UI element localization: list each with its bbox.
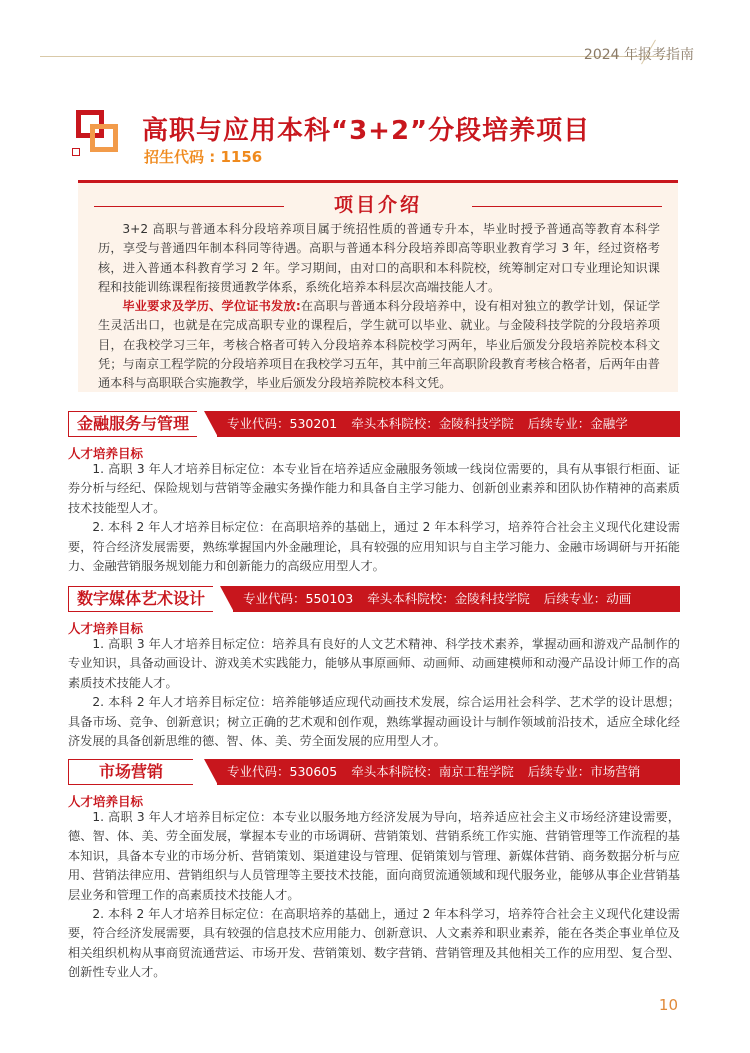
major-follow: 后续专业：动画 — [543, 591, 632, 606]
major-bar-wedge — [204, 411, 218, 437]
goal-body — [68, 635, 680, 751]
header-rule — [40, 56, 670, 57]
major-name: 金融服务与管理 — [68, 411, 197, 437]
goal-heading: 人才培养目标 — [68, 794, 144, 809]
major-follow: 后续专业：金融学 — [527, 416, 628, 431]
enroll-code: 招生代码 : 1156 — [144, 148, 263, 166]
major-bar-wedge — [204, 759, 218, 785]
major-bar-finance — [68, 411, 680, 437]
major-bar-marketing — [68, 759, 680, 785]
page-number: 10 — [658, 996, 678, 1014]
major-code: 专业代码：550103 — [243, 591, 354, 606]
major-info — [217, 759, 680, 785]
major-name: 市场营销 — [68, 759, 193, 785]
major-school: 牵头本科院校：南京工程学院 — [351, 764, 514, 779]
intro-paragraph-2 — [98, 297, 660, 393]
intro-body — [98, 220, 660, 394]
major-school: 牵头本科院校：金陵科技学院 — [367, 591, 530, 606]
title-logo-icon — [76, 110, 120, 154]
goal-body — [68, 808, 680, 983]
goal-paragraph-1: 1. 高职 3 年人才培养目标定位：培养具有良好的人文艺术精神、科学技术素养，掌握动画和游戏产品制作的专业知识，具备动画设计、游戏美术实践能力，能够从事原画师、动画师、动画建模师和动漫产品设计师工作的高素质技术技能人才。 — [68, 637, 680, 690]
major-code: 专业代码：530605 — [227, 764, 338, 779]
goal-paragraph-1: 1. 高职 3 年人才培养目标定位：本专业以服务地方经济发展为导向，培养适应社会主义市场经济建设需要，德、智、体、美、劳全面发展，掌握本专业的市场调研、营销策划、营销系统工作实施、营销管理等工作流程的基本知识，具备本专业的市场分析、营销策划、渠道建设与管理、促销策划与管理、新媒体营销、商务数据分析与应用、营销法律应用、营销组织与人员管理等主要技术技能，面向商贸流通领域和现代服务业，能够从事企业营销基层业务和管理工作的高素质技术技能人才。 — [68, 810, 680, 902]
header-title: 2024 年报考指南 — [583, 47, 694, 63]
major-bar-wedge — [220, 586, 234, 612]
goal-paragraph-2: 2. 本科 2 年人才培养目标定位：培养能够适应现代动画技术发展，综合运用社会科学、艺术学的设计思想；具备市场、竞争、创新意识；树立正确的艺术观和创作观，熟练掌握动画设计与制作领域前沿技术，适应全球化经济发展的具备创新思维的德、智、体、美、劳全面发展的应用型人才。 — [68, 695, 680, 749]
intro-topbar — [78, 180, 678, 183]
goal-body — [68, 460, 680, 576]
major-follow: 后续专业：市场营销 — [527, 764, 641, 779]
goal-paragraph-2: 2. 本科 2 年人才培养目标定位：在高职培养的基础上，通过 2 年本科学习，培养符合社会主义现代化建设需要，符合经济发展需要，具有较强的信息技术应用能力、创新意识、人文素养和职业素养，能在各类企事业单位及相关组织机构从事商贸流通营运、市场开发、营销策划、数字营销、营销管理及其他相关工作的应用型、复合型、创新性专业人才。 — [68, 907, 680, 980]
goal-heading: 人才培养目标 — [68, 621, 144, 636]
intro-title: 项目介绍 — [333, 194, 422, 216]
major-info — [233, 586, 680, 612]
goal-heading: 人才培养目标 — [68, 446, 144, 461]
intro-p2-text: 在高职与普通本科分段培养中，设有相对独立的教学计划，保证学生灵活出口，也就是在完成高职专业的课程后，学生就可以毕业、就业。与金陵科技学院的分段培养项目，在我校学习三年，考核合格者可转入分段培养本科院校学习两年，毕业后颁发分段培养院校本科文凭；与南京工程学院的分段培养项目在我校学习五年，其中前三年高职阶段教育考核合格者，后两年由普通本科与高职联合实施教学，毕业后颁发分段培养院校本科文凭。 — [98, 299, 661, 391]
major-info — [217, 411, 680, 437]
intro-p2-label: 毕业要求及学历、学位证书发放: — [122, 299, 301, 314]
intro-paragraph-1: 3+2 高职与普通本科分段培养项目属于统招性质的普通专升本，毕业时授予普通高等教育本科学历，享受与普通四年制本科同等待遇。高职与普通本科分段培养即高等职业教育学习 3 年，经过资格考核，进入普通本科教育学习 2 年。学习期间，由对口的高职和本科院校，统筹制定对口专业理论知识课程和技能训练课程衔接贯通教学体系，系统化培养本科层次高端技能人才。 — [98, 222, 660, 294]
major-bar-digital-media — [68, 586, 680, 612]
major-school: 牵头本科院校：金陵科技学院 — [351, 416, 514, 431]
goal-paragraph-1: 1. 高职 3 年人才培养目标定位：本专业旨在培养适应金融服务领域一线岗位需要的，具有从事银行柜面、证券分析与经纪、保险规划与营销等金融实务操作能力和具备自主学习能力、创新创业素养和团队协作精神的高素质技术技能型人才。 — [68, 462, 680, 515]
goal-paragraph-2: 2. 本科 2 年人才培养目标定位：在高职培养的基础上，通过 2 年本科学习，培养符合社会主义现代化建设需要，符合经济发展需要，熟练掌握国内外金融理论，具有较强的应用知识与自主学习能力、金融市场调研与开拓能力、金融营销服务规划能力和创新能力的高级应用型人才。 — [68, 520, 680, 574]
page-title: 高职与应用本科“3+2”分段培养项目 — [142, 116, 591, 146]
intro-section — [78, 180, 678, 392]
major-name: 数字媒体艺术设计 — [68, 586, 213, 612]
major-code: 专业代码：530201 — [227, 416, 338, 431]
